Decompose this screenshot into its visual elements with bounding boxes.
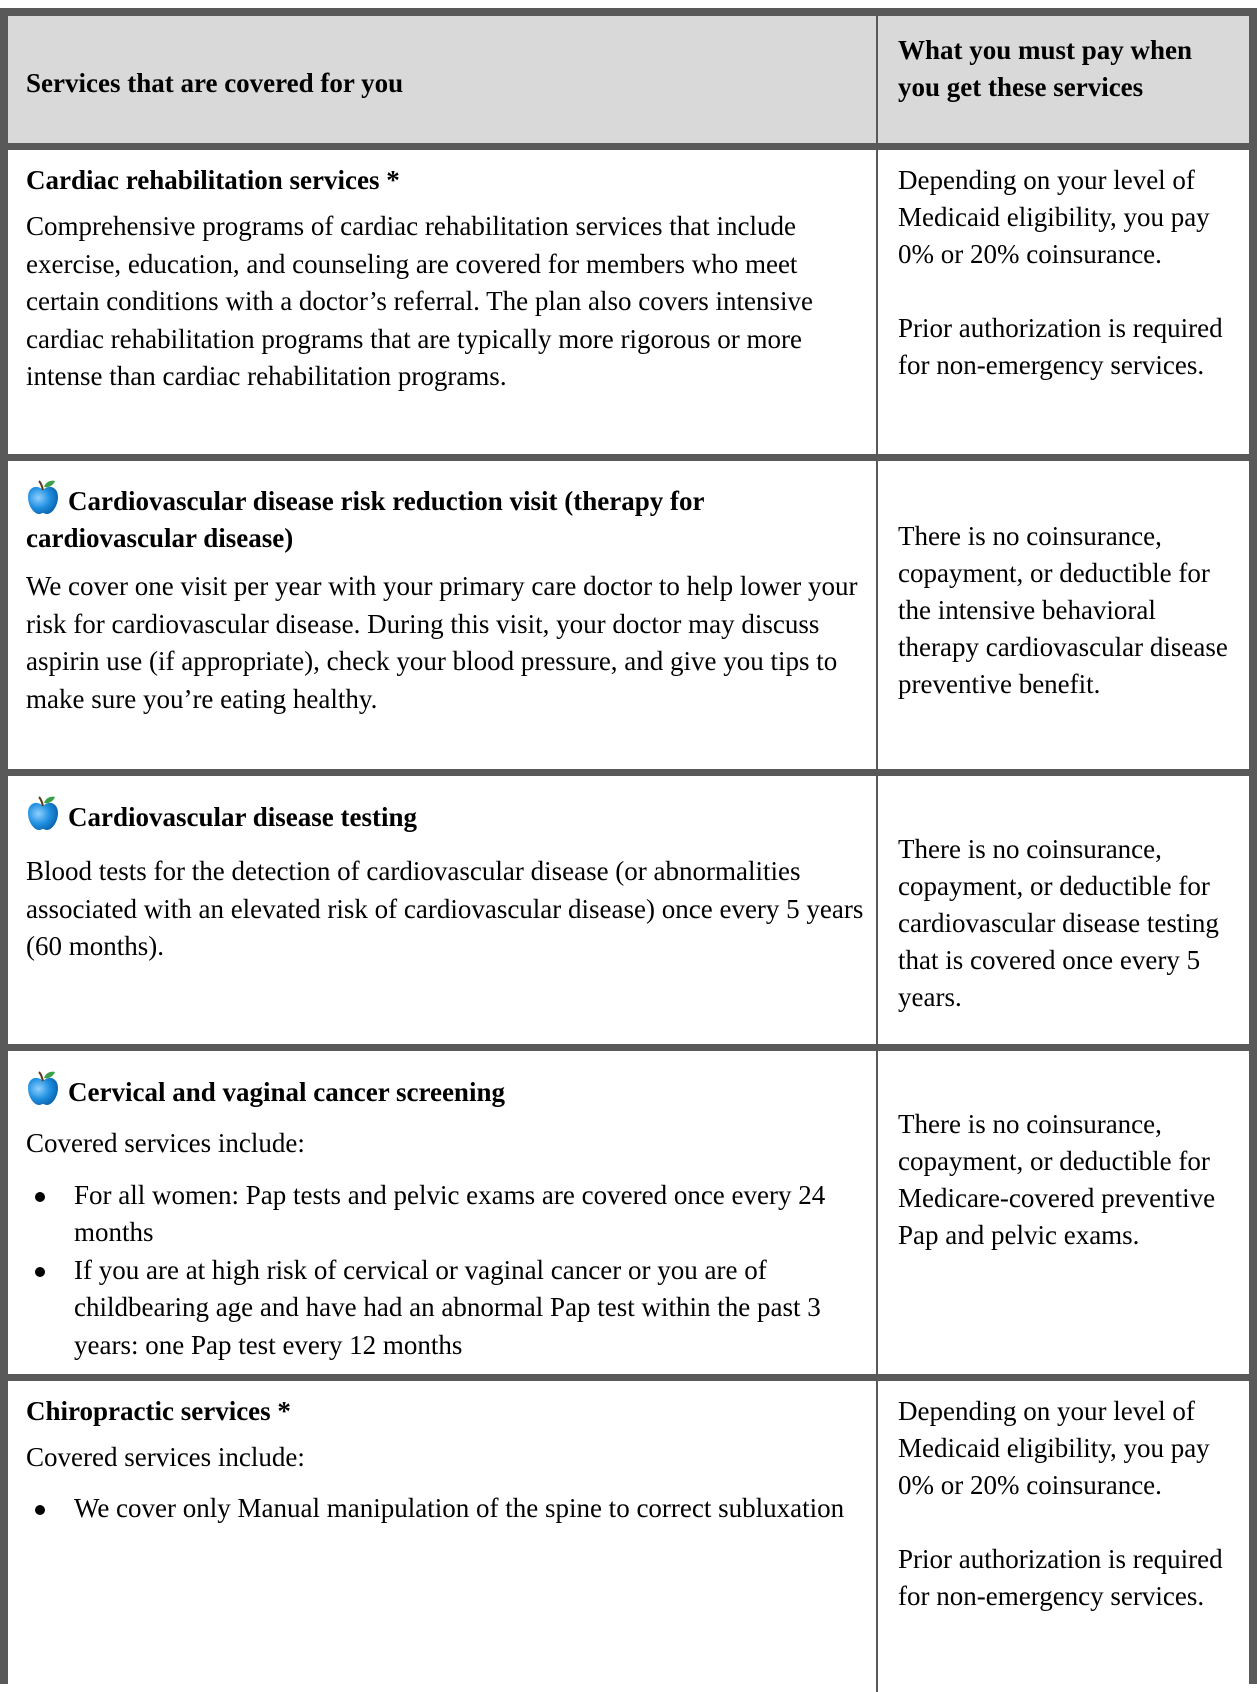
covered-services-list [26,1490,864,1528]
cost-cell [878,150,1249,454]
service-title [26,1069,864,1111]
cost-text: There is no coinsurance, copayment, or deductible for the intensive behavioral therapy cardiovascular disease preventive benefit. [898,521,1228,699]
table-row [8,776,1249,1051]
cost-text: Depending on your level of Medicaid eligibility, you pay 0% or 20% coinsurance. [898,1396,1210,1500]
header-services-label: Services that are covered for you [26,68,404,98]
header-pay-label-line1: What you must pay when [898,35,1193,65]
header-pay-cell [878,16,1249,143]
service-title [26,794,864,836]
table-row [8,461,1249,776]
service-cell [8,776,878,1044]
covered-services-intro: Covered services include: [26,1442,305,1472]
cost-text: There is no coinsurance, copayment, or deductible for cardiovascular disease testing that is covered once every 5 years. [898,834,1219,1012]
service-title: Chiropractic services * [26,1396,291,1426]
service-title-text: Cervical and vaginal cancer screening [68,1077,505,1107]
service-cell [8,461,878,769]
service-title [26,478,864,557]
table-row [8,1051,1249,1381]
table-header [8,16,1249,150]
header-services-cell [8,16,878,143]
cost-text: Depending on your level of Medicaid eligibility, you pay 0% or 20% coinsurance. [898,165,1210,269]
apple-icon [26,1069,60,1107]
service-title-text: Cardiovascular disease risk reduction visit (therapy for cardiovascular disease) [26,486,704,553]
service-title-text: Cardiovascular disease testing [68,802,417,832]
service-description: Blood tests for the detection of cardiovascular disease (or abnormalities associated with an elevated risk of cardiovascular disease) once every 5 years (60 months). [26,856,864,961]
service-cell [8,150,878,454]
prior-authorization-note: Prior authorization is required for non-emergency services. [898,313,1223,380]
table-row [8,1381,1249,1692]
table-row [8,150,1249,461]
list-item: We cover only Manual manipulation of the spine to correct subluxation [26,1490,864,1528]
service-cell [8,1381,878,1692]
service-description: Comprehensive programs of cardiac rehabilitation services that include exercise, education, and counseling are covered for members who meet certain conditions with a doctor’s referral. The plan also covers intensive cardiac rehabilitation programs that are typically more rigorous or more intense than cardiac rehabilitation programs. [26,211,813,391]
cost-cell [878,1381,1249,1692]
cost-cell [878,461,1249,769]
list-item: For all women: Pap tests and pelvic exams are covered once every 24 months [26,1177,864,1252]
service-description: We cover one visit per year with your primary care doctor to help lower your risk for cardiovascular disease. During this visit, your doctor may discuss aspirin use (if appropriate), check your blood pressure, and give you tips to make sure you’re eating healthy. [26,571,858,714]
apple-icon [26,478,60,516]
service-cell [8,1051,878,1374]
covered-services-intro: Covered services include: [26,1128,305,1158]
prior-authorization-note: Prior authorization is required for non-emergency services. [898,1544,1223,1611]
covered-services-list [26,1177,864,1365]
service-title: Cardiac rehabilitation services * [26,165,400,195]
cost-cell [878,1051,1249,1374]
header-pay-label-line2: you get these services [898,72,1144,102]
cost-text: There is no coinsurance, copayment, or deductible for Medicare-covered preventive Pap and pelvic exams. [898,1109,1216,1250]
apple-icon [26,794,60,832]
benefits-table [0,8,1257,1684]
header-pay-label [898,32,1192,106]
cost-cell [878,776,1249,1044]
list-item: If you are at high risk of cervical or vaginal cancer or you are of childbearing age and have had an abnormal Pap test within the past 3 years: one Pap test every 12 months [26,1252,864,1365]
